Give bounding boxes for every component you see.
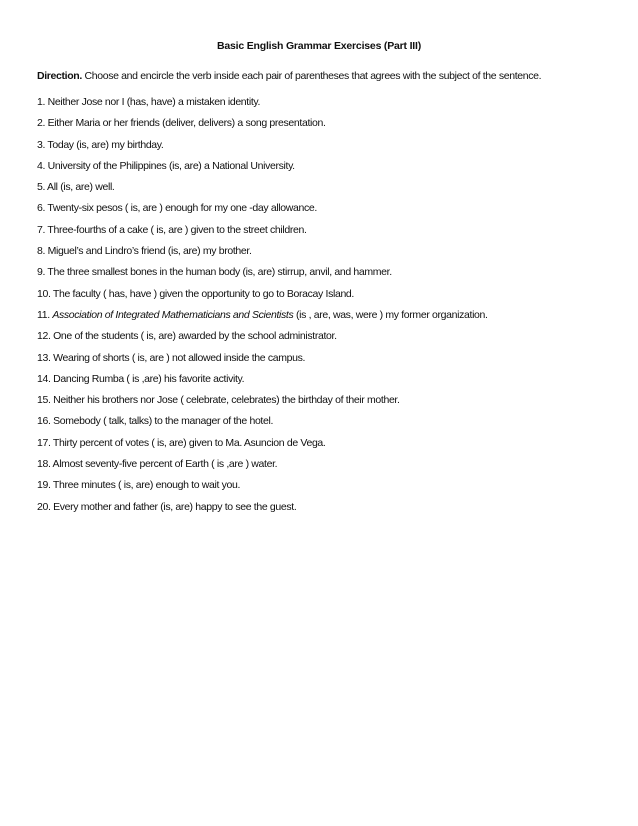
exercise-item: 2. Either Maria or her friends (deliver, delivers) a song presentation. (37, 117, 326, 130)
exercise-item: 9. The three smallest bones in the human body (is, are) stirrup, anvil, and hammer. (37, 266, 392, 279)
exercise-item: 12. One of the students ( is, are) awarded by the school administrator. (37, 330, 337, 343)
exercise-item: 18. Almost seventy-five percent of Earth ( is ,are ) water. (37, 458, 278, 471)
exercise-item: 17. Thirty percent of votes ( is, are) given to Ma. Asuncion de Vega. (37, 436, 326, 449)
exercise-item: 14. Dancing Rumba ( is ,are) his favorite activity. (37, 372, 245, 385)
exercise-item-rest: (is , are, was, were ) my former organization. (293, 308, 488, 321)
exercise-item: 8. Miguel’s and Lindro’s friend (is, are) my brother. (37, 245, 252, 258)
exercise-item: 5. All (is, are) well. (37, 181, 115, 194)
exercise-item-italic-subject: Association of Integrated Mathematicians and Scientists (52, 308, 294, 321)
exercise-item: 4. University of the Philippines (is, are) a National University. (37, 159, 295, 172)
exercise-item: 1. Neither Jose nor I (has, have) a mistaken identity. (37, 96, 261, 108)
exercise-item: 6. Twenty-six pesos ( is, are ) enough for my one -day allowance. (37, 202, 317, 215)
direction-text: Choose and encircle the verb inside each pair of parentheses that agrees with the subject of the sentence. (84, 70, 542, 82)
direction-label: Direction. (37, 70, 82, 82)
exercise-item: 13. Wearing of shorts ( is, are ) not allowed inside the campus. (37, 351, 306, 364)
exercise-item (37, 305, 617, 326)
exercise-item: 19. Three minutes ( is, are) enough to wait you. (37, 479, 241, 492)
page-title: Basic English Grammar Exercises (Part III) (216, 40, 422, 52)
exercise-item: 16. Somebody ( talk, talks) to the manager of the hotel. (37, 415, 274, 428)
exercise-item: 7. Three-fourths of a cake ( is, are ) given to the street children. (37, 223, 307, 236)
exercise-item: 20. Every mother and father (is, are) happy to see the guest. (37, 500, 297, 513)
exercise-item: 3. Today (is, are) my birthday. (37, 138, 164, 151)
exercise-item-number: 11. (37, 308, 53, 321)
direction-paragraph (37, 70, 617, 82)
exercise-list (37, 92, 617, 518)
exercise-item: 10. The faculty ( has, have ) given the opportunity to go to Boracay Island. (37, 287, 354, 300)
exercise-item: 15. Neither his brothers nor Jose ( celebrate, celebrates) the birthday of their mother. (37, 394, 400, 407)
